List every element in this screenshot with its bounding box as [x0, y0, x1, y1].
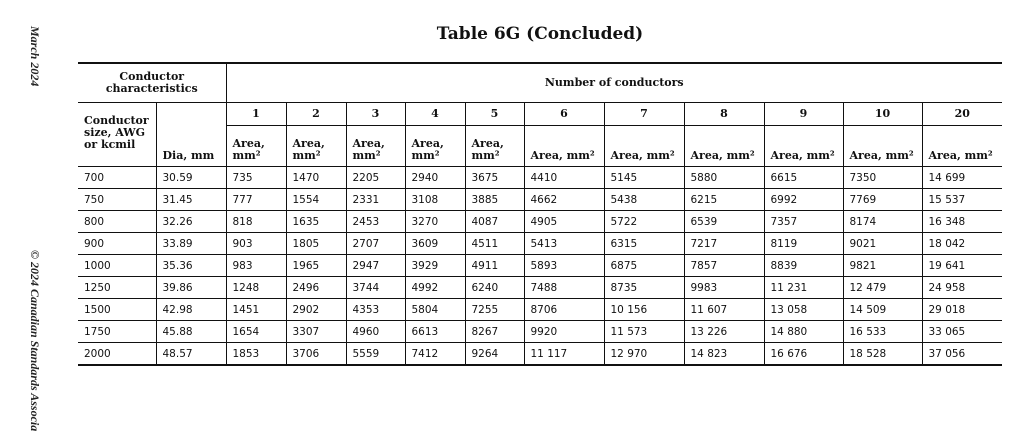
area-header: Area, mm² — [465, 126, 524, 167]
area-cell: 4905 — [524, 211, 604, 233]
area-cell: 5559 — [346, 343, 405, 366]
area-cell: 11 117 — [524, 343, 604, 366]
area-cell: 735 — [226, 167, 286, 189]
area-cell: 10 156 — [604, 299, 684, 321]
area-cell: 5413 — [524, 233, 604, 255]
area-cell: 12 970 — [604, 343, 684, 366]
area-cell: 8735 — [604, 277, 684, 299]
count-header: 4 — [405, 103, 465, 126]
count-header: 1 — [226, 103, 286, 126]
table-row — [78, 277, 1002, 299]
area-cell: 3885 — [465, 189, 524, 211]
area-cell: 3307 — [286, 321, 346, 343]
area-cell: 2496 — [286, 277, 346, 299]
area-cell: 3706 — [286, 343, 346, 366]
area-header: Area, mm² — [346, 126, 405, 167]
area-cell: 9264 — [465, 343, 524, 366]
number-of-conductors-header: Number of conductors — [226, 63, 1002, 103]
table-row — [78, 343, 1002, 366]
area-header: Area, mm² — [405, 126, 465, 167]
dia-cell: 32.26 — [156, 211, 226, 233]
area-cell: 2902 — [286, 299, 346, 321]
area-cell: 16 533 — [843, 321, 922, 343]
area-cell: 15 537 — [922, 189, 1002, 211]
area-cell: 14 509 — [843, 299, 922, 321]
table-row — [78, 321, 1002, 343]
area-cell: 1248 — [226, 277, 286, 299]
area-cell: 818 — [226, 211, 286, 233]
count-header: 3 — [346, 103, 405, 126]
area-cell: 6215 — [684, 189, 764, 211]
area-cell: 13 226 — [684, 321, 764, 343]
area-cell: 2707 — [346, 233, 405, 255]
count-header: 20 — [922, 103, 1002, 126]
area-cell: 6615 — [764, 167, 843, 189]
area-cell: 4353 — [346, 299, 405, 321]
area-cell: 777 — [226, 189, 286, 211]
area-cell: 1635 — [286, 211, 346, 233]
area-cell: 1805 — [286, 233, 346, 255]
area-cell: 12 479 — [843, 277, 922, 299]
conductor-size-cell: 800 — [78, 211, 156, 233]
area-cell: 29 018 — [922, 299, 1002, 321]
area-cell: 5880 — [684, 167, 764, 189]
area-cell: 3609 — [405, 233, 465, 255]
area-cell: 4410 — [524, 167, 604, 189]
area-header: Area, mm² — [286, 126, 346, 167]
count-header: 9 — [764, 103, 843, 126]
area-cell: 8267 — [465, 321, 524, 343]
area-cell: 2947 — [346, 255, 405, 277]
side-margin-text — [28, 0, 62, 447]
area-cell: 3744 — [346, 277, 405, 299]
area-cell: 2331 — [346, 189, 405, 211]
area-cell: 6240 — [465, 277, 524, 299]
area-header: Area, mm² — [604, 126, 684, 167]
dia-cell: 39.86 — [156, 277, 226, 299]
area-cell: 983 — [226, 255, 286, 277]
area-cell: 4911 — [465, 255, 524, 277]
table-row — [78, 211, 1002, 233]
area-cell: 903 — [226, 233, 286, 255]
area-cell: 7488 — [524, 277, 604, 299]
area-cell: 5893 — [524, 255, 604, 277]
area-header: Area, mm² — [226, 126, 286, 167]
area-cell: 5145 — [604, 167, 684, 189]
area-cell: 14 880 — [764, 321, 843, 343]
area-cell: 1965 — [286, 255, 346, 277]
area-cell: 11 231 — [764, 277, 843, 299]
area-cell: 6875 — [604, 255, 684, 277]
area-cell: 4992 — [405, 277, 465, 299]
dia-cell: 35.36 — [156, 255, 226, 277]
area-header: Area, mm² — [843, 126, 922, 167]
area-cell: 11 607 — [684, 299, 764, 321]
area-cell: 9021 — [843, 233, 922, 255]
area-cell: 37 056 — [922, 343, 1002, 366]
count-header: 2 — [286, 103, 346, 126]
table-row — [78, 233, 1002, 255]
conductor-table — [78, 62, 1002, 366]
area-cell: 3108 — [405, 189, 465, 211]
conductor-size-cell: 2000 — [78, 343, 156, 366]
area-cell: 2940 — [405, 167, 465, 189]
dia-cell: 45.88 — [156, 321, 226, 343]
area-cell: 2453 — [346, 211, 405, 233]
area-cell: 7217 — [684, 233, 764, 255]
area-cell: 4511 — [465, 233, 524, 255]
conductor-size-cell: 1250 — [78, 277, 156, 299]
area-cell: 9821 — [843, 255, 922, 277]
area-cell: 8706 — [524, 299, 604, 321]
count-header: 7 — [604, 103, 684, 126]
area-cell: 8119 — [764, 233, 843, 255]
area-cell: 2205 — [346, 167, 405, 189]
dia-cell: 31.45 — [156, 189, 226, 211]
area-cell: 6992 — [764, 189, 843, 211]
table-title: Table 6G (Concluded) — [436, 24, 644, 44]
conductor-size-cell: 900 — [78, 233, 156, 255]
area-cell: 7412 — [405, 343, 465, 366]
table-row — [78, 189, 1002, 211]
table-row — [78, 255, 1002, 277]
table-row — [78, 167, 1002, 189]
area-cell: 8174 — [843, 211, 922, 233]
area-cell: 6315 — [604, 233, 684, 255]
area-cell: 1451 — [226, 299, 286, 321]
conductor-size-cell: 1000 — [78, 255, 156, 277]
area-cell: 7350 — [843, 167, 922, 189]
area-cell: 16 676 — [764, 343, 843, 366]
area-cell: 1853 — [226, 343, 286, 366]
area-cell: 4662 — [524, 189, 604, 211]
area-header: Area, mm² — [684, 126, 764, 167]
area-cell: 3929 — [405, 255, 465, 277]
area-cell: 4960 — [346, 321, 405, 343]
area-cell: 5722 — [604, 211, 684, 233]
area-cell: 9983 — [684, 277, 764, 299]
area-cell: 1554 — [286, 189, 346, 211]
area-cell: 14 823 — [684, 343, 764, 366]
dia-cell: 42.98 — [156, 299, 226, 321]
dia-cell: 48.57 — [156, 343, 226, 366]
area-cell: 14 699 — [922, 167, 1002, 189]
area-cell: 3675 — [465, 167, 524, 189]
dia-cell: 33.89 — [156, 233, 226, 255]
conductor-size-cell: 1500 — [78, 299, 156, 321]
conductor-size-cell: 750 — [78, 189, 156, 211]
area-cell: 5438 — [604, 189, 684, 211]
area-cell: 7769 — [843, 189, 922, 211]
dia-cell: 30.59 — [156, 167, 226, 189]
area-header: Area, mm² — [524, 126, 604, 167]
header-row-1 — [78, 63, 1002, 103]
area-header: Area, mm² — [922, 126, 1002, 167]
side-copyright: © 2024 Canadian Standards Associa — [28, 250, 42, 432]
area-cell: 18 528 — [843, 343, 922, 366]
conductor-characteristics-header: Conductor characteristics — [78, 63, 226, 103]
dia-header: Dia, mm — [156, 103, 226, 167]
header-row-2 — [78, 103, 1002, 126]
side-date: March 2024 — [28, 26, 42, 87]
area-header: Area, mm² — [764, 126, 843, 167]
area-cell: 18 042 — [922, 233, 1002, 255]
area-cell: 7255 — [465, 299, 524, 321]
area-cell: 4087 — [465, 211, 524, 233]
area-cell: 33 065 — [922, 321, 1002, 343]
area-cell: 6539 — [684, 211, 764, 233]
area-cell: 3270 — [405, 211, 465, 233]
count-header: 10 — [843, 103, 922, 126]
area-cell: 1470 — [286, 167, 346, 189]
area-cell: 13 058 — [764, 299, 843, 321]
area-cell: 8839 — [764, 255, 843, 277]
table-row — [78, 299, 1002, 321]
area-cell: 11 573 — [604, 321, 684, 343]
area-cell: 6613 — [405, 321, 465, 343]
area-cell: 19 641 — [922, 255, 1002, 277]
count-header: 6 — [524, 103, 604, 126]
area-cell: 1654 — [226, 321, 286, 343]
conductor-size-cell: 700 — [78, 167, 156, 189]
conductor-size-cell: 1750 — [78, 321, 156, 343]
count-header: 5 — [465, 103, 524, 126]
area-cell: 7857 — [684, 255, 764, 277]
area-cell: 7357 — [764, 211, 843, 233]
count-header: 8 — [684, 103, 764, 126]
area-cell: 5804 — [405, 299, 465, 321]
area-cell: 16 348 — [922, 211, 1002, 233]
conductor-size-header: Conductor size, AWG or kcmil — [78, 103, 156, 167]
area-cell: 24 958 — [922, 277, 1002, 299]
area-cell: 9920 — [524, 321, 604, 343]
